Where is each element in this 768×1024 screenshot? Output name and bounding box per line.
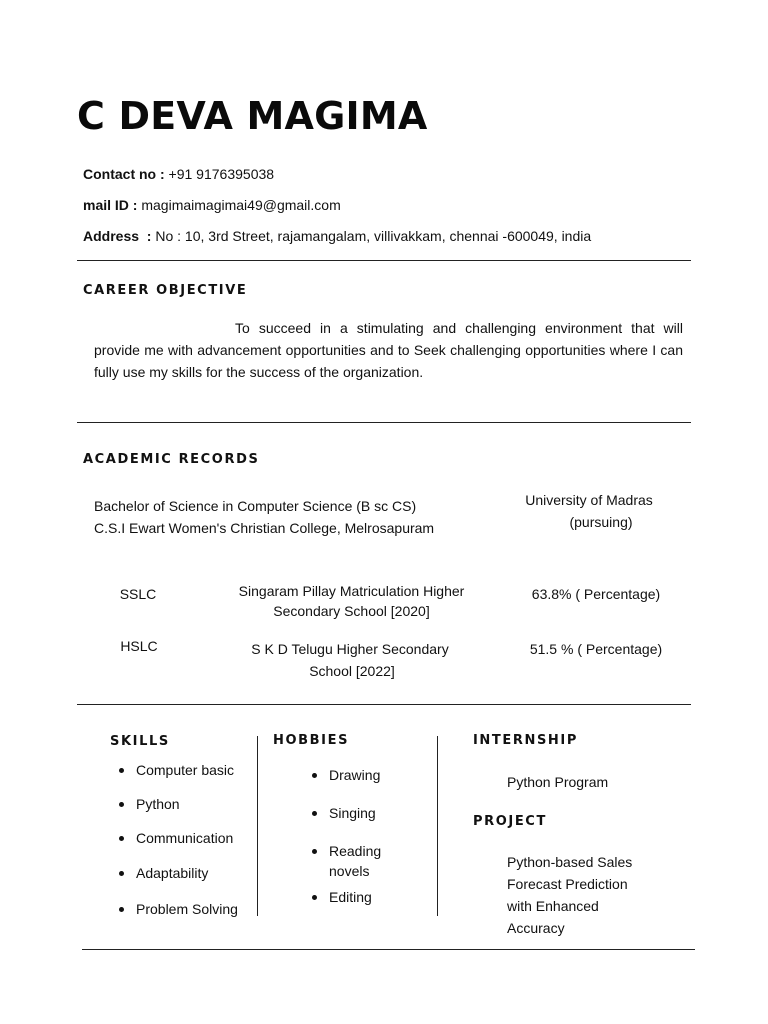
internship-text: Python Program — [507, 774, 609, 790]
divider — [77, 704, 691, 705]
skill-item: Problem Solving — [110, 899, 260, 919]
internship-heading: INTERNSHIP — [473, 733, 578, 748]
column-divider — [437, 736, 438, 916]
hobby-item: Singing — [303, 803, 423, 823]
sslc-school-line1: Singaram Pillay Matriculation Higher — [238, 583, 465, 599]
degree-title: Bachelor of Science in Computer Science (B sc CS) — [94, 498, 417, 514]
sslc-school-line2: Secondary School [2020] — [273, 603, 430, 619]
career-objective-text: To succeed in a stimulating and challenging environment that will provide me with advancement opportunities and to Seek challenging opportunities where I can fully use my skills for the success of the organization. — [94, 320, 683, 380]
resume-name: C DEVA MAGIMA — [77, 94, 428, 138]
project-line: with Enhanced — [507, 898, 599, 914]
divider — [82, 949, 695, 950]
contact-address-row — [83, 228, 591, 244]
hslc-school-line1: S K D Telugu Higher Secondary — [251, 641, 449, 657]
divider — [77, 260, 691, 261]
university-status: (pursuing) — [569, 514, 633, 530]
skill-item: Communication — [110, 828, 260, 848]
hobbies-heading: HOBBIES — [273, 733, 350, 748]
contact-mail-row — [83, 197, 341, 213]
contact-address-value: No : 10, 3rd Street, rajamangalam, villivakkam, chennai -600049, india — [155, 228, 592, 244]
divider — [77, 422, 691, 423]
contact-mail-label: mail ID : — [83, 197, 138, 213]
sslc-score: 63.8% ( Percentage) — [531, 586, 661, 602]
hobby-item: Drawing — [303, 765, 423, 785]
skill-item: Computer basic — [110, 760, 260, 780]
project-heading: PROJECT — [473, 814, 547, 829]
contact-phone-row — [83, 166, 274, 182]
contact-phone-value: +91 9176395038 — [168, 166, 275, 182]
degree-college: C.S.I Ewart Women's Christian College, Melrosapuram — [94, 520, 435, 536]
hobby-item-continuation — [303, 861, 423, 881]
skills-list — [110, 760, 260, 919]
skills-heading: SKILLS — [110, 734, 170, 749]
hobby-item: Editing — [303, 887, 423, 907]
hslc-school-line2: School [2022] — [309, 663, 395, 679]
university-name: University of Madras — [525, 492, 653, 508]
contact-phone-label: Contact no : — [83, 166, 165, 182]
hslc-score: 51.5 % ( Percentage) — [529, 641, 663, 657]
contact-mail-value: magimaimagimai49@gmail.com — [141, 197, 341, 213]
skill-item: Adaptability — [110, 863, 260, 883]
hobbies-list — [303, 765, 423, 907]
project-line: Python-based Sales — [507, 854, 633, 870]
project-line: Forecast Prediction — [507, 876, 628, 892]
academic-records-heading: ACADEMIC RECORDS — [83, 452, 260, 467]
hobby-item-continuation-text: novels — [329, 863, 370, 879]
sslc-label: SSLC — [119, 586, 157, 602]
career-objective-heading: CAREER OBJECTIVE — [83, 283, 248, 298]
hslc-label: HSLC — [120, 638, 158, 654]
skill-item: Python — [110, 794, 260, 814]
project-line: Accuracy — [507, 920, 565, 936]
hobby-item: Reading — [303, 841, 423, 861]
contact-address-label: Address : — [83, 228, 152, 244]
column-divider — [257, 736, 258, 916]
